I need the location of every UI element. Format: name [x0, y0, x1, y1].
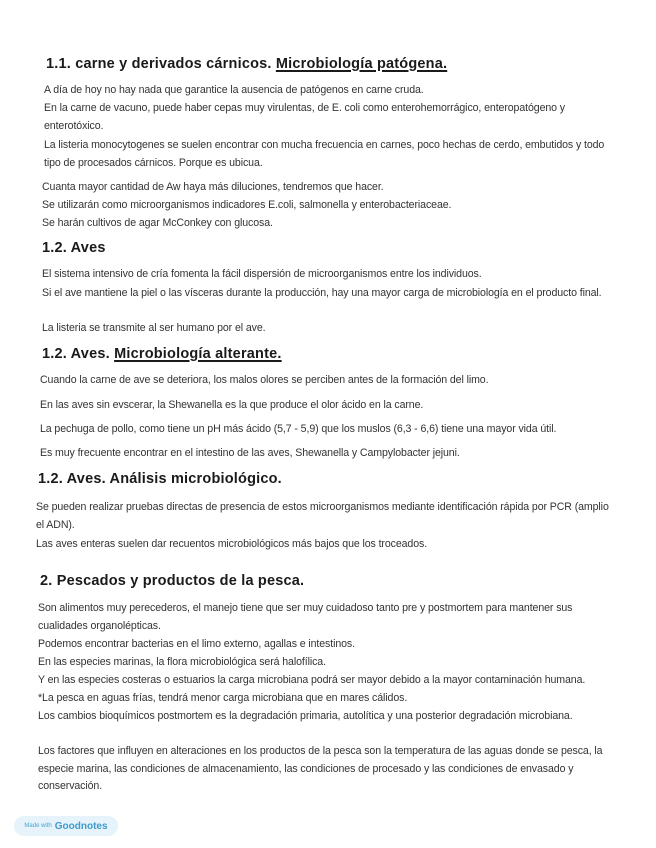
section-title-pescados — [40, 573, 304, 589]
paragraph: Los cambios bioquímicos postmortem es la degradación primaria, autolítica y una posterior degradación microbiana. — [38, 710, 573, 722]
paragraph: Cuanta mayor cantidad de Aw haya más diluciones, tendremos que hacer. — [42, 181, 384, 193]
paragraph: Se pueden realizar pruebas directas de presencia de estos microorganismos mediante identificación rápida por PCR (amplio el ADN). — [36, 501, 609, 531]
paragraph: Es muy frecuente encontrar en el intestino de las aves, Shewanella y Campylobacter jejuni. — [40, 447, 460, 459]
paragraph: El sistema intensivo de cría fomenta la fácil dispersión de microorganismos entre los individuos. — [42, 268, 482, 280]
paragraph: Si el ave mantiene la piel o las vísceras durante la producción, hay una mayor carga de microbiología en el producto final. — [42, 287, 602, 299]
paragraph: *La pesca en aguas frías, tendrá menor carga microbiana que en mares cálidos. — [38, 692, 408, 704]
made-with-label: Made with — [24, 823, 52, 829]
goodnotes-logo: Goodnotes — [54, 820, 108, 832]
goodnotes-badge[interactable] — [14, 816, 118, 836]
paragraph: Y en las especies costeras o estuarios la carga microbiana podrá ser mayor debido a la mayor contaminación humana. — [38, 674, 586, 686]
paragraph: Se harán cultivos de agar McConkey con glucosa. — [42, 217, 273, 229]
paragraph: Cuando la carne de ave se deteriora, los malos olores se perciben antes de la formación del limo. — [40, 374, 489, 386]
paragraph: La listeria se transmite al ser humano por el ave. — [42, 322, 266, 334]
section-title-aves-alterante — [42, 346, 282, 362]
section-title-carne — [46, 56, 447, 72]
section-title-text: 1.2. Aves. Análisis microbiológico. — [38, 471, 282, 487]
section-title-aves — [42, 240, 106, 256]
paragraph: Se utilizarán como microorganismos indicadores E.coli, salmonella y enterobacteriaceae. — [42, 199, 452, 211]
section-title-underlined: Microbiología alterante. — [114, 346, 282, 362]
section-title-underlined: Microbiología patógena. — [275, 56, 448, 72]
section-title-aves-analisis — [38, 471, 282, 487]
section-title-text: 1.2. Aves — [42, 240, 106, 256]
paragraph: La pechuga de pollo, como tiene un pH más ácido (5,7 - 5,9) que los muslos (6,3 - 6,6) tiene una mayor vida útil. — [40, 423, 557, 435]
paragraph: En las especies marinas, la flora microbiológica será halofílica. — [38, 656, 326, 668]
paragraph: La listeria monocytogenes se suelen encontrar con mucha frecuencia en carnes, poco hechas de cerdo, embutidos y todo tipo de procesados cárnicos. Porque es ubicua. — [44, 139, 605, 169]
paragraph: En las aves sin evscerar, la Shewanella es la que produce el olor ácido en la carne. — [40, 399, 424, 411]
paragraph: Son alimentos muy perecederos, el manejo tiene que ser muy cuidadoso tanto pre y postmortem para mantener sus cualidades organolépticas. — [38, 602, 573, 632]
paragraph: A día de hoy no hay nada que garantice la ausencia de patógenos en carne cruda. — [44, 84, 424, 96]
section-title-text: 1.1. carne y derivados cárnicos. — [46, 56, 272, 72]
section-title-text: 1.2. Aves. — [42, 346, 110, 362]
paragraph: Los factores que influyen en alteraciones en los productos de la pesca son la temperatura de las aguas donde se pesca, la especie marina, las condiciones de almacenamiento, las condiciones de procesado y las condiciones de envasado y conservación. — [38, 745, 603, 792]
paragraph: Podemos encontrar bacterias en el limo externo, agallas e intestinos. — [38, 638, 355, 650]
paragraph: En la carne de vacuno, puede haber cepas muy virulentas, de E. coli como enterohemorrágico, enteropatógeno y enterotóxico. — [44, 102, 565, 132]
paragraph: Las aves enteras suelen dar recuentos microbiológicos más bajos que los troceados. — [36, 538, 428, 550]
section-title-text: 2. Pescados y productos de la pesca. — [40, 573, 305, 589]
